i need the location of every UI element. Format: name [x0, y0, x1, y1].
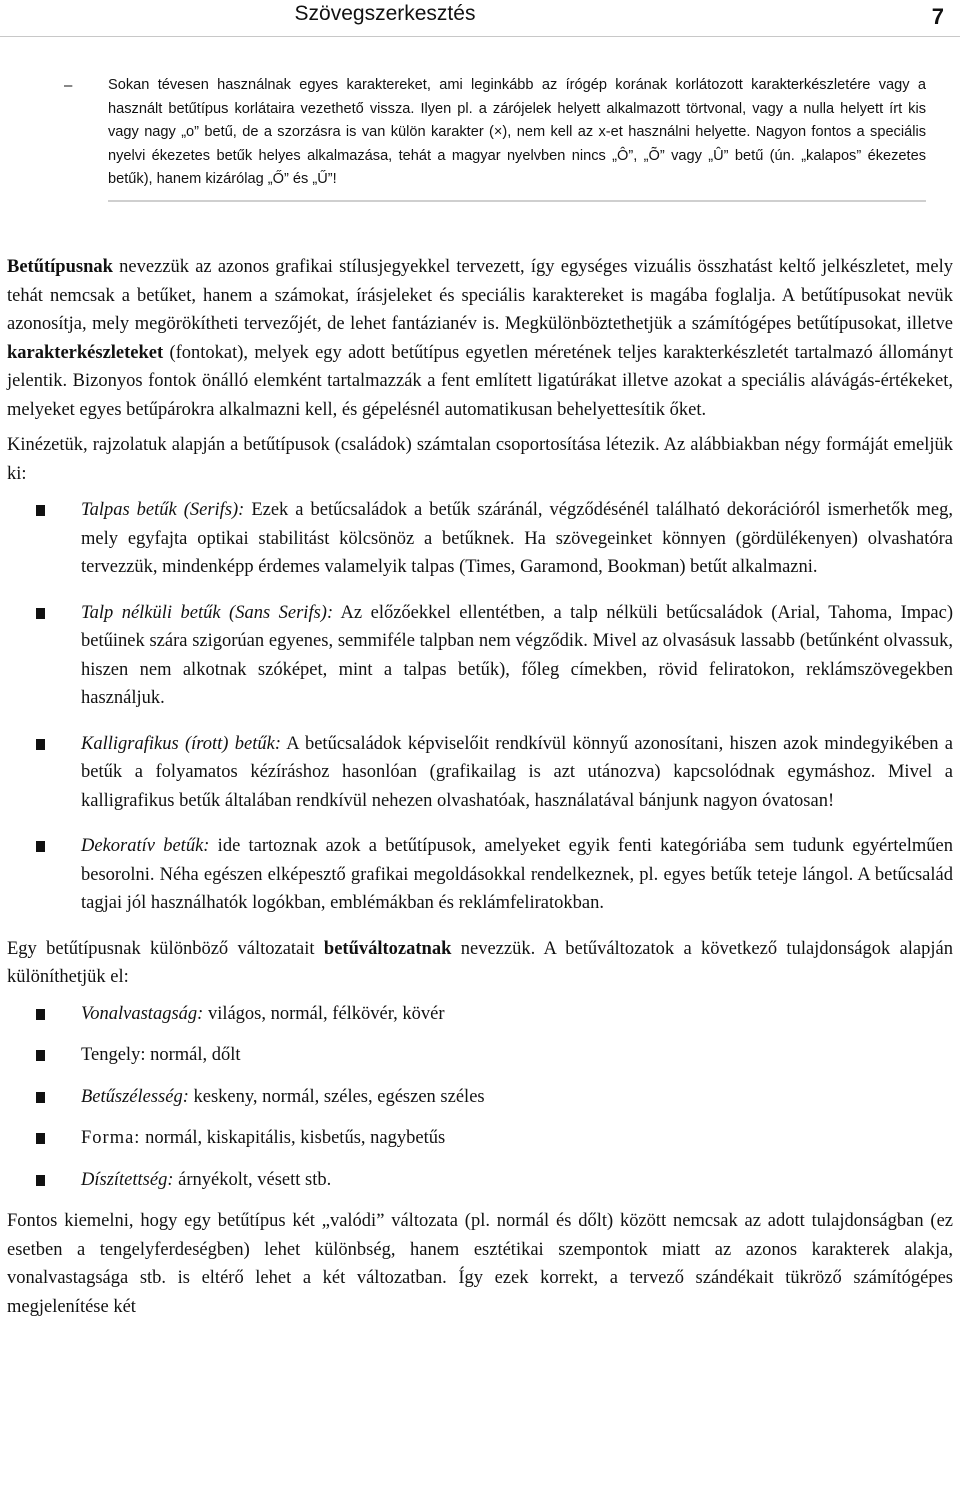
list-item: [7, 1083, 953, 1112]
variant-name: Vonalvastagság:: [81, 1003, 204, 1024]
category-text: Ezek a betűcsaládok a betűk száránál, végződésénél található dekorációról ismerhetők meg, mely egyfajta optikai stabilitást kölcsönöz a betűknek. Ha szövegeinket könnyen (gördülékenyen) olvashatóra tervezzük, mindenképp érdemes valamelyik talpas (Times, Garamond, Bookman) betűt alkalmazni.: [81, 500, 953, 577]
list-item: [7, 599, 953, 713]
paragraph-closing: Fontos kiemelni, hogy egy betűtípus két „valódi” változata (pl. normál és dőlt) között nemcsak az adott tulajdonságban (ez esetben a tengelyferdeségben) lehet különbség, hanem esztétikai szempontok miatt az azonos karakterek alakja, vonalvastagsága stb. is eltérő lehet a két változatban. Így ezek korrekt, a tervező szándékait tükröző számítógépes megjelenítése két: [7, 1211, 953, 1317]
category-name: Talpas betűk (Serifs):: [81, 500, 245, 520]
variant-text: normál, kiskapitális, kisbetűs, nagybetűs: [140, 1128, 446, 1148]
note-text-b: Nagyon fontos a speciális nyelvi ékezetes betűk helyes alkalmazása, tehát a magyar nyelvben nincs „Ô”, „Õ” vagy „Û” betű (ún. „kalapos” ékezetes betűk), hanem kizárólag „Ő” és „Ű”!: [108, 124, 926, 188]
paragraph-text: nevezzük az azonos grafikai stílusjegyekkel tervezett, így egységes vizuális összhatást keltő jelkészletet, mely tehát nemcsak a betűket, hanem a számokat, írásjeleket és speciális karaktereket is magába foglalja. A betűtípusokat nevük azonosítja, mely megörökítheti tervezőjét, de lehet fantázianév is. Megkülönböztethetjük a számítógépes betűtípusokat, illetve: [7, 257, 953, 334]
paragraph-typeface-definition: [7, 253, 953, 424]
list-item: [7, 1124, 953, 1153]
body-text: [7, 253, 953, 1328]
list-item: [7, 1166, 953, 1195]
variant-text: árnyékolt, vésett stb.: [173, 1169, 332, 1190]
note-dash: –: [64, 77, 73, 94]
bullet-square-icon: [36, 505, 45, 516]
category-text: ide tartoznak azok a betűtípusok, amelyeket egyik fenti kategóriába sem tudunk egyértelműen besorolni. Néha egészen elképesztő grafikai megoldásokkal rendelkeznek, pl. egyes betűk teteje lángol. A betűcsalád tagjai jól használhatók logókban, emblémákban és reklámfeliratokban.: [81, 836, 953, 913]
note-box: [108, 74, 926, 202]
bullet-square-icon: [36, 1009, 45, 1020]
paragraph-variants: [7, 935, 953, 992]
list-item: [7, 1000, 953, 1029]
list-item: [7, 832, 953, 918]
note-text-a: Sokan tévesen használnak egyes karaktereket, ami leginkább az írógép korának korlátozott karakterkészletére vagy a használt betűtípus korlátaira vezethető vissza. Ilyen pl. a zárójelek helyett alkalmazott törtvonal, vagy a nulla helyett írt kis vagy nagy „o” betű, de a szorzásra is van külön karakter (×), nem kell az x-et használni helyette.: [108, 77, 926, 141]
bullet-square-icon: [36, 608, 45, 619]
variant-name: Betűszélesség:: [81, 1086, 189, 1107]
variant-list: [7, 1000, 953, 1195]
term-karakterkeszlet: karakterkészleteket: [7, 342, 164, 363]
term-betuvaltozat: betűváltozatnak: [323, 938, 452, 959]
bullet-square-icon: [36, 1175, 45, 1186]
category-name: Talp nélküli betűk (Sans Serifs):: [81, 602, 334, 623]
variant-text: normál, dőlt: [145, 1045, 241, 1065]
paragraph-text: nevezzük. A betűváltozatok a következő tulajdonságok alapján különíthetjük el:: [7, 938, 953, 987]
category-name: Dekoratív betűk:: [81, 836, 210, 856]
variant-name: Díszítettség:: [81, 1169, 174, 1190]
variant-text: keskeny, normál, széles, egészen széles: [188, 1086, 485, 1107]
bullet-square-icon: [36, 1092, 45, 1103]
category-list: [7, 496, 953, 918]
bullet-square-icon: [36, 1133, 45, 1144]
paragraph-classification: Kinézetük, rajzolatuk alapján a betűtípusok (családok) számtalan csoportosítása létezik. Az alábbiakban négy formáját emeljük ki:: [7, 435, 953, 484]
header-title: Szövegszerkesztés: [294, 2, 476, 25]
category-text: Az előzőekkel ellentétben, a talp nélküli betűcsaládok (Arial, Tahoma, Impac) betűinek szára szigorúan egyenes, semmiféle talpban nem végződik. Mivel az olvasásuk lassabb (betűnként olvassuk, hiszen nem alkotnak szóképet, mint a talpas betűk), főleg címekben, rövid feliratokon, reklámszövegekben használjuk.: [81, 602, 953, 708]
paragraph-text: (fontokat), melyek egy adott betűtípus egyetlen méretének teljes karakterkészletét tartalmazó állományt jelentik. Bizonyos fontok önálló elemként tartalmazzák a fent említett ligatúrákat illetve azokat a speciális alávágás-értékeket, melyeket egyes betűpárokra alkalmazni kell, és gépelésnél automatikusan behelyettesítik őket.: [7, 342, 953, 420]
variant-name: Tengely:: [81, 1045, 146, 1065]
variant-name: Forma:: [81, 1128, 141, 1148]
page-number: 7: [931, 4, 944, 29]
category-text: A betűcsaládok képviselőit rendkívül könnyű azonosítani, hiszen azok mindegyikében a betűk a folyamatos kézíráshoz hasonlóan (grafikailag is azt utánozva) kapcsolódnak egymáshoz. Mivel a kalligrafikus betűk általában rendkívül nehezen olvashatóak, használatával bánjunk nagyon óvatosan!: [81, 733, 953, 811]
term-betutipus: Betűtípusnak: [7, 257, 113, 277]
paragraph-text: Egy betűtípusnak különböző változatait: [7, 938, 324, 959]
category-name: Kalligrafikus (írott) betűk:: [81, 733, 282, 754]
bullet-square-icon: [36, 841, 45, 852]
bullet-square-icon: [36, 739, 45, 750]
list-item: [7, 496, 953, 582]
bullet-square-icon: [36, 1050, 45, 1061]
running-header: [0, 0, 960, 37]
list-item: [7, 730, 953, 816]
variant-text: világos, normál, félkövér, kövér: [203, 1003, 445, 1024]
list-item: [7, 1041, 953, 1070]
